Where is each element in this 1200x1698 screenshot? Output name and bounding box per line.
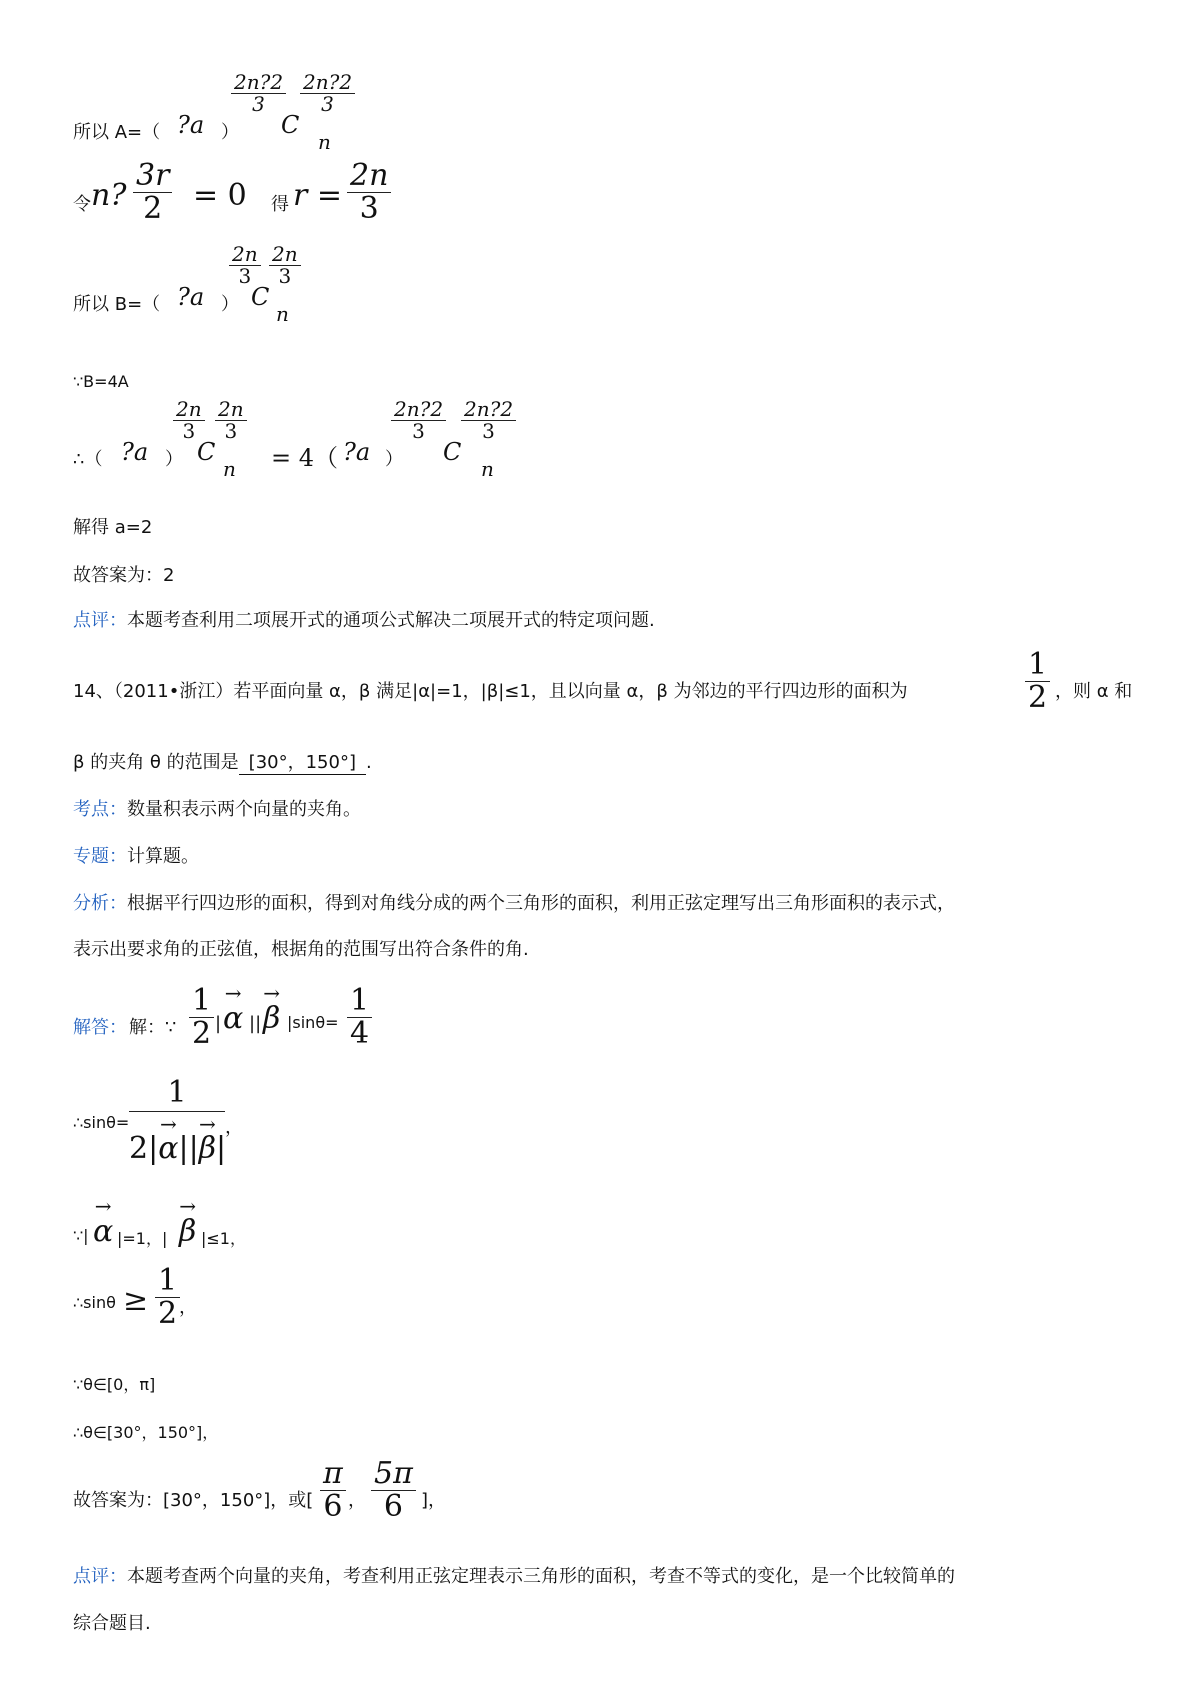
step3-end: |≤1， <box>201 1229 246 1248</box>
answer-line: 故答案为：2 <box>73 565 175 586</box>
ling-frac: $\frac{3r}{2}$ <box>131 160 174 224</box>
step2-frac <box>129 1075 225 1165</box>
zhuanti <box>73 842 199 868</box>
comb-C: C <box>281 111 300 139</box>
jieda-sin: |sinθ= <box>287 1013 339 1032</box>
therefore-close-2: ） <box>385 449 403 470</box>
line-A-base: ?a <box>177 111 205 139</box>
jieda-half: $\frac{1}{2}$ <box>187 985 216 1049</box>
q14-blank-answer: [30°，150°] <box>239 748 366 775</box>
jieda-bar-2: || <box>249 1013 262 1034</box>
exp-B: $\frac{2n}{3}$ <box>227 244 263 287</box>
therefore-n-2: n <box>481 457 494 481</box>
comment-14-line2: 综合题目. <box>73 1613 151 1634</box>
final-prefix: 故答案为：[30°，150°]，或[ <box>73 1490 314 1511</box>
q14-prefix: 14、（2011•浙江）若平面向量 α，β 满足|α|=1，|β|≤1，且以向量 α，β 为邻边的平行四边形的面积为 <box>73 681 908 702</box>
comb-B-n: n <box>276 302 289 326</box>
comment-13-label: 点评： <box>73 610 127 631</box>
fenxi-line2: 表示出要求角的正弦值，根据角的范围写出符合条件的角. <box>73 939 529 960</box>
fenxi <box>73 889 955 915</box>
q14-frac: $\frac{1}{2}$ <box>1023 649 1052 713</box>
line-B-base: ?a <box>177 283 205 311</box>
comb-B-top: $\frac{2n}{3}$ <box>267 244 303 287</box>
therefore-comb-1: $\frac{2n}{3}$ <box>213 399 249 442</box>
therefore-C-1: C <box>197 438 216 466</box>
zhuanti-text: 计算题。 <box>127 846 199 867</box>
line-B-close: ） <box>221 294 239 315</box>
comment-13-text: 本题考查利用二项展开式的通项公式解决二项展开式的特定项问题. <box>127 610 655 631</box>
jieda-alpha: → α <box>223 981 244 1036</box>
jieda-beta: → β <box>263 981 281 1036</box>
step4-geq: ≥ <box>123 1283 149 1318</box>
step2-den: 2| → α || → β | <box>129 1112 227 1166</box>
therefore-base-1: ?a <box>121 438 149 466</box>
step4-frac: $\frac{1}{2}$ <box>153 1265 182 1329</box>
comment-14-line1: 本题考查两个向量的夹角，考查利用正弦定理表示三角形的面积，考查不等式的变化，是一个比较简单的 <box>127 1566 955 1587</box>
final-pi-frac: $\frac{\pi}{6}$ <box>318 1458 348 1522</box>
q14-suffix: ，则 α 和 <box>1055 681 1133 702</box>
comb-B-C: C <box>251 283 270 311</box>
step5: ∵θ∈[0，π] <box>73 1375 156 1394</box>
ling-de: 得 <box>271 194 289 215</box>
q14-line2 <box>73 748 372 775</box>
step3-alpha: → α <box>93 1194 114 1249</box>
comment-14 <box>73 1562 955 1588</box>
therefore-base-2: ?a <box>343 438 371 466</box>
therefore-exp-2: $\frac{2n?2}{3}$ <box>389 399 448 442</box>
comment-13 <box>73 606 655 632</box>
line-A-prefix: 所以 A=（ <box>73 122 161 143</box>
kaodian-label: 考点： <box>73 799 127 820</box>
comb-n: n <box>318 130 331 154</box>
ling-r: r = <box>293 178 343 213</box>
jieda-quarter: $\frac{1}{4}$ <box>345 985 374 1049</box>
ling-prefix: 令 <box>73 194 91 215</box>
kaodian-text: 数量积表示两个向量的夹角。 <box>127 799 361 820</box>
final-5pi-frac: $\frac{5\pi}{6}$ <box>369 1458 418 1522</box>
comment-14-label: 点评： <box>73 1566 127 1587</box>
zhuanti-label: 专题： <box>73 846 127 867</box>
therefore-n-1: n <box>223 457 236 481</box>
step3-mid: |=1，| <box>117 1229 168 1248</box>
step3-beta: → β <box>179 1194 197 1249</box>
final-end: ]， <box>421 1490 447 1511</box>
line-A-close: ） <box>221 122 239 143</box>
ling-n: n? <box>91 178 127 213</box>
step2-prefix: ∴sinθ= <box>73 1113 130 1132</box>
therefore-exp-1: $\frac{2n}{3}$ <box>171 399 207 442</box>
kaodian <box>73 795 361 821</box>
ling-eq0: = 0 <box>193 178 247 213</box>
comb-A-top: $\frac{2n?2}{3}$ <box>298 72 357 115</box>
step4-prefix: ∴sinθ <box>73 1293 116 1312</box>
step2-end: ， <box>225 1117 243 1138</box>
because-B: ∵B=4A <box>73 372 129 391</box>
fenxi-line1: 根据平行四边形的面积，得到对角线分成的两个三角形的面积，利用正弦定理写出三角形面积的表示式， <box>127 893 955 914</box>
step6: ∴θ∈[30°，150°]， <box>73 1423 219 1442</box>
line-B-prefix: 所以 B=（ <box>73 294 161 315</box>
step2-num: 1 <box>129 1075 225 1112</box>
ling-r-frac: $\frac{2n}{3}$ <box>345 160 393 224</box>
final-sep: ， <box>348 1490 366 1511</box>
therefore-C-2: C <box>443 438 462 466</box>
fenxi-label: 分析： <box>73 893 127 914</box>
exp-A: $\frac{2n?2}{3}$ <box>229 72 288 115</box>
therefore-eq4: = 4（ <box>271 444 339 472</box>
step3-prefix: ∵| <box>73 1226 89 1245</box>
jieda-label: 解答： <box>73 1017 127 1038</box>
therefore-comb-2: $\frac{2n?2}{3}$ <box>459 399 518 442</box>
therefore-prefix: ∴（ <box>73 449 103 470</box>
step4-end: ， <box>179 1297 197 1318</box>
q14-line2-prefix: β 的夹角 θ 的范围是 <box>73 752 239 773</box>
q14-line2-end: . <box>365 752 372 773</box>
solve-line: 解得 a=2 <box>73 517 153 538</box>
jieda-bar-1: | <box>215 1013 222 1034</box>
jieda-jie: 解：∵ <box>129 1017 177 1038</box>
therefore-close-1: ） <box>165 449 183 470</box>
